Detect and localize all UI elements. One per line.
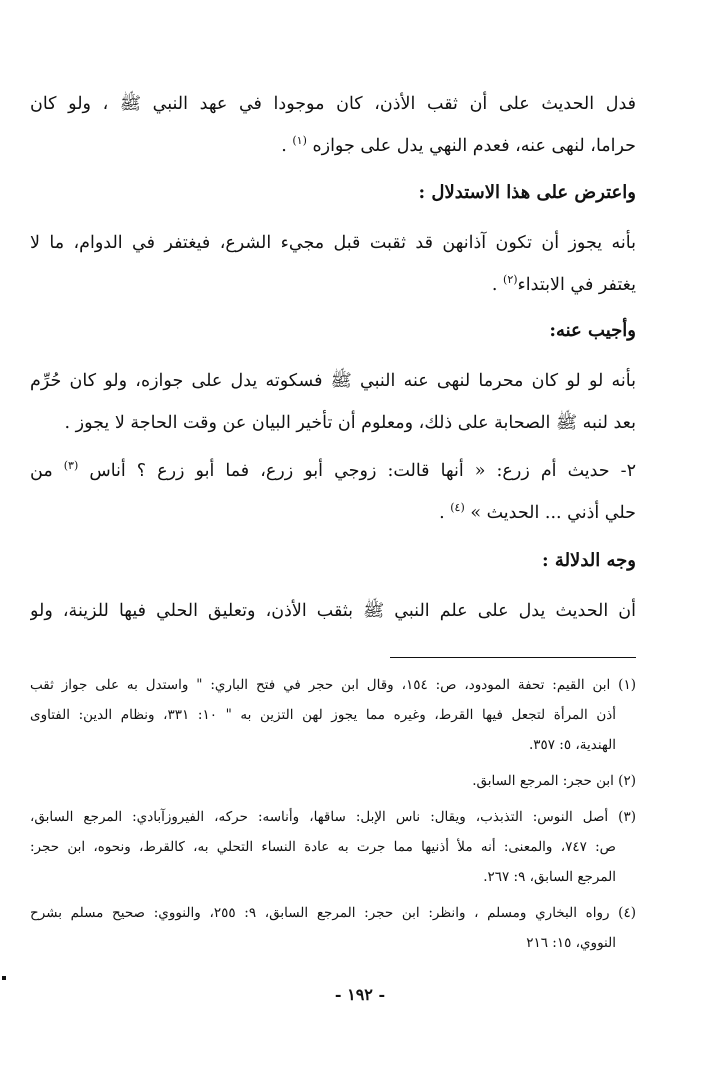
paragraph-4-line-1 [30,450,636,492]
paragraph-4-line-2-end: . [439,503,451,523]
paragraph-3-line-1: بأنه لو لو كان محرما لنهى عنه النبي ﷺ فسكوته يدل على جوازه، ولو كان حُرِّم [30,371,636,391]
footnote-4 [30,898,636,958]
heading-objection-text: واعترض على هذا الاستدلال : [418,182,636,203]
footnote-ref-4[interactable]: (٤) [450,501,465,515]
paragraph-4-line-1-end: من [30,461,64,481]
paragraph-4-line-2 [30,492,636,534]
heading-answer-text: وأجيب عنه: [549,320,636,341]
footnote-ref-3[interactable]: (٣) [63,459,79,473]
paragraph-2-line-2-text: يغتفر في الابتداء [517,275,636,295]
paragraph-2-line-2 [30,264,636,306]
heading-evidence [30,540,636,582]
footnote-1-line-3: الهندية، ٥: ٣٥٧. [528,737,616,753]
paragraph-4-line-2-text: حلي أذني ... الحديث » [470,503,636,523]
paragraph-4 [30,450,636,534]
footnote-4-line-1: (٤) رواه البخاري ومسلم ، وانظر: ابن حجر: المرجع السابق، ٩: ٢٥٥، والنووي: صحيح مسلم بشرح [30,905,636,921]
footnote-4-line-2: النووي، ١٥: ٢١٦ [526,935,616,951]
paragraph-5 [30,590,636,632]
paragraph-1-line-2 [30,125,636,167]
paragraph-1-line-2-text: حراما، لنهى عنه، فعدم النهي يدل على جوازه [312,136,636,156]
footnote-3-line-3: المرجع السابق، ٩: ٢٦٧. [483,869,616,885]
footnote-3 [30,802,636,892]
footnote-ref-2[interactable]: (٢) [503,273,518,287]
paragraph-3-line-2: بعد لنبه ﷺ الصحابة على ذلك، ومعلوم أن تأخير البيان عن وقت الحاجة لا يجوز . [64,413,636,433]
paragraph-4-line-1-text: ٢- حديث أم زرع: « أنها قالت: زوجي أبو زرع، فما أبو زرع ؟ أناس [89,461,636,481]
paragraph-1-line-2-end: . [281,136,293,156]
footnote-3-line-1: (٣) أصل النوس: التذبذب، ويقال: ناس الإبل: ساقها، وأناسه: حركه، الفيروزآبادي: المرجع السابق، [30,809,636,825]
paragraph-3 [30,360,636,444]
heading-evidence-text: وجه الدلالة : [542,550,636,571]
footnote-2 [30,766,636,796]
footnote-2-line-1: (٢) ابن حجر: المرجع السابق. [472,773,636,789]
paragraph-2-line-1: بأنه يجوز أن تكون آذانهن قد ثقبت قبل مجيء الشرع، فيغتفر في الدوام، ما لا [30,233,636,253]
paragraph-5-line-1: أن الحديث يدل على علم النبي ﷺ بثقب الأذن، وتعليق الحلي فيها للزينة، ولو [30,601,636,621]
page-number: - ١٩٢ - [334,985,386,1004]
paragraph-2 [30,222,636,306]
footnote-3-line-2: ص: ٧٤٧، والمعنى: أنه ملأ أذنيها مما جرت به عادة النساء التحلي به، كالقرط، ونحوه، ابن حجر: [30,839,616,855]
footnote-separator [390,657,636,658]
heading-objection [30,172,636,214]
paragraph-2-line-2-end: . [491,275,504,295]
footnote-ref-1[interactable]: (١) [292,134,307,148]
paragraph-1 [30,83,636,167]
paragraph-1-line-1: فدل الحديث على أن ثقب الأذن، كان موجودا في عهد النبي ﷺ ، ولو كان [30,94,636,114]
heading-answer [30,310,636,352]
footnote-1-line-1: (١) ابن القيم: تحفة المودود، ص: ١٥٤، وقال ابن حجر في فتح الباري: " واستدل به على جواز ثقب [30,677,636,693]
footnote-1-line-2: أذن المرأة لتجعل فيها القرط، وغيره مما يجوز لهن التزين به " ١٠: ٣٣١، ونظام الدين: الفتاوى [30,707,616,723]
footnote-1 [30,670,636,760]
scan-mark [2,976,6,980]
